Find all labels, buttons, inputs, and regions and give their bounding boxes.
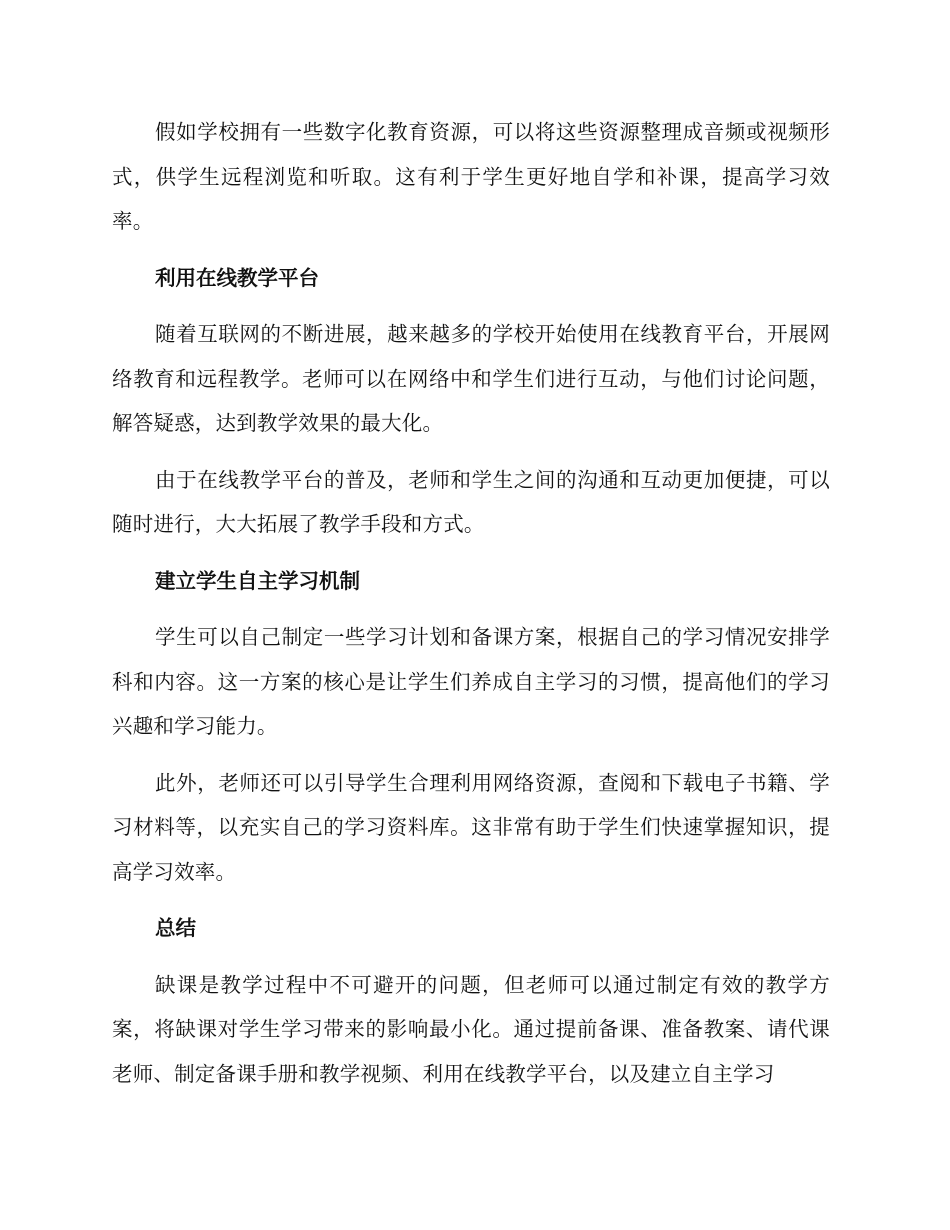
heading-online-platform: 利用在线教学平台 <box>155 265 319 290</box>
paragraph-digital-resources: 假如学校拥有一些数字化教育资源，可以将这些资源整理成音频或视频形式，供学生远程浏览和听取。这有利于学生更好地自学和补课，提高学习效率。 <box>112 120 830 233</box>
paragraph-summary: 缺课是教学过程中不可避开的问题，但老师可以通过制定有效的教学方案，将缺课对学生学习带来的影响最小化。通过提前备课、准备教案、请代课老师、制定备课手册和教学视频、利用在线教学平台，以及建立自主学习 <box>112 972 830 1086</box>
heading-summary: 总结 <box>155 916 196 940</box>
document-page <box>112 110 830 1108</box>
paragraph-network-resources: 此外，老师还可以引导学生合理利用网络资源，查阅和下载电子书籍、学习材料等，以充实自己的学习资料库。这非常有助于学生们快速掌握知识，提高学习效率。 <box>112 770 830 884</box>
paragraph-online-platform-benefits: 由于在线教学平台的普及，老师和学生之间的沟通和互动更加便捷，可以随时进行，大大拓展了教学手段和方式。 <box>112 467 830 536</box>
paragraph-self-study-plan: 学生可以自己制定一些学习计划和备课方案，根据自己的学习情况安排学科和内容。这一方案的核心是让学生们养成自主学习的习惯，提高他们的学习兴趣和学习能力。 <box>112 625 830 738</box>
heading-self-study: 建立学生自主学习机制 <box>155 568 360 593</box>
paragraph-online-platform-intro: 随着互联网的不断进展，越来越多的学校开始使用在线教育平台，开展网络教育和远程教学。老师可以在网络中和学生们进行互动，与他们讨论问题，解答疑惑，达到教学效果的最大化。 <box>112 322 830 435</box>
